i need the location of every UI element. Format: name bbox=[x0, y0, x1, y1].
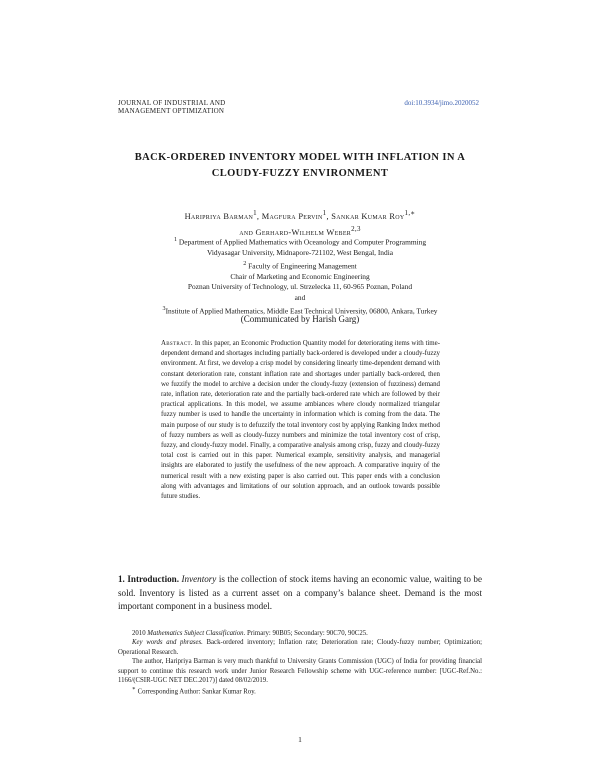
intro-keyword: Inventory bbox=[181, 574, 217, 584]
author-conjunction: and bbox=[239, 227, 254, 237]
section-heading: Introduction. bbox=[127, 574, 179, 584]
abstract-label: Abstract. bbox=[161, 340, 193, 347]
affiliation-and: and bbox=[294, 292, 306, 302]
section-number: 1. bbox=[118, 574, 125, 584]
affiliation-line: Department of Applied Mathematics with Oceanology and Computer Programming bbox=[178, 237, 427, 247]
abstract bbox=[161, 339, 440, 502]
affiliation-line: Chair of Marketing and Economic Engineering bbox=[230, 271, 370, 281]
affiliation-line: Faculty of Engineering Management bbox=[248, 261, 357, 271]
abstract-text: In this paper, an Economic Production Quantity model for deteriorating items with time-dependent demand and shortages including partially back-ordered is developed under a cloudy-fuzzy environment. At first, we develop a crisp model by considering linearly time-dependent demand with constant deterioration rate, constant inflation rate and shortages under partially back-ordered, then we fuzzify the model to archive a decision under the cloudy-fuzzy (extension of fuzziness) demand rate, inflation rate, deterioration rate and the partially back-ordered rate which are followed by their practical applications. In this model, we assume ambiances where cloudy normalized triangular fuzzy number is used to handle the uncertainty in information which is coming from the data. The main purpose of our study is to defuzzify the total inventory cost by applying Ranking Index method of fuzzy numbers as well as cloudy-fuzzy numbers and minimize the total inventory cost of crisp, fuzzy, and cloudy-fuzzy model. Finally, a comparative analysis among crisp, fuzzy and cloudy-fuzzy total cost is carried out in this paper. Numerical example, sensitivity analysis, and managerial insights are elaborated to justify the usefulness of the new approach. A comparative inquiry of the numerical result with a new existing paper is also carried out. This paper ends with a conclusion along with advantages and limitations of our solution approach, and an outlook towards possible future studies. bbox=[161, 340, 440, 501]
journal-name bbox=[118, 99, 225, 115]
title-line1: BACK-ORDERED INVENTORY MODEL WITH INFLATION IN A bbox=[134, 152, 466, 163]
corresponding-author-footnote: ∗ Corresponding Author: Sankar Kumar Roy. bbox=[132, 686, 256, 696]
communicated-by: (Communicated by Harish Garg) bbox=[240, 314, 360, 324]
author-name: Gerhard-Wilhelm Weber bbox=[255, 227, 352, 237]
intro-text: is the collection of stock items having an economic value, waiting to be sold. Inventory is listed as a current asset on a company’s balance sheet. Demand is the most important component in a business model. bbox=[118, 574, 483, 612]
affiliation-sup: 3 bbox=[162, 305, 166, 312]
author-name: Haripriya Barman bbox=[184, 211, 254, 221]
affiliation-line: Institute of Applied Mathematics, Middle East Technical University, 06800, Ankara, Turkey bbox=[165, 305, 438, 315]
affiliation-line: Poznan University of Technology, ul. Strzelecka 11, 60-965 Poznan, Poland bbox=[187, 282, 413, 292]
acknowledgment-footnote: The author, Haripriya Barman is very much thankful to University Grants Commission (UGC) of India for providing financial support to continue this research work under Junior Research Fellowship scheme with UGC-reference number: [UGC-Ref.No.: 1166/(CSIR-UGC NET DEC.2017)] dated 08/02/2019. bbox=[118, 658, 482, 685]
introduction-paragraph bbox=[118, 573, 482, 614]
author-sup: 1,∗ bbox=[404, 209, 416, 217]
keywords-footnote: Key words and phrases. Back-ordered inventory; Inflation rate; Deterioration rate; Cloudy-fuzzy number; Optimization; Operational Research. bbox=[118, 639, 482, 656]
doi-link[interactable]: doi:10.3934/jimo.2020052 bbox=[404, 99, 479, 107]
affiliation-sup: 1 bbox=[173, 237, 178, 243]
affiliations bbox=[100, 235, 500, 317]
footnotes bbox=[118, 629, 482, 697]
author-sup: 1 bbox=[253, 209, 257, 217]
title-line2: CLOUDY-FUZZY ENVIRONMENT bbox=[211, 168, 389, 179]
author-sup: 2,3 bbox=[351, 224, 361, 233]
affiliation-line: Vidyasagar University, Midnapore-721102, West Bengal, India bbox=[206, 248, 394, 258]
author-list: Haripriya Barman$^1$, Magfura Pervin$^1$, Sankar Kumar Roy$^{1,∗}$ and Gerhard-Wilhelm Weber$^{2,3}$ bbox=[184, 209, 416, 237]
journal-name-line1: JOURNAL OF INDUSTRIAL AND bbox=[118, 99, 226, 107]
msc-footnote: 2010 Mathematics Subject Classification. Primary: 90B05; Secondary: 90C70, 90C25. bbox=[132, 630, 368, 637]
author-name: Sankar Kumar Roy bbox=[331, 211, 405, 221]
journal-name-line2: MANAGEMENT OPTIMIZATION bbox=[118, 107, 225, 115]
page-number: 1 bbox=[298, 735, 302, 744]
author-name: Magfura Pervin bbox=[261, 211, 323, 221]
paper-title bbox=[100, 150, 500, 182]
author-sup: 1 bbox=[322, 209, 327, 217]
affiliation-sup: 2 bbox=[243, 260, 247, 267]
